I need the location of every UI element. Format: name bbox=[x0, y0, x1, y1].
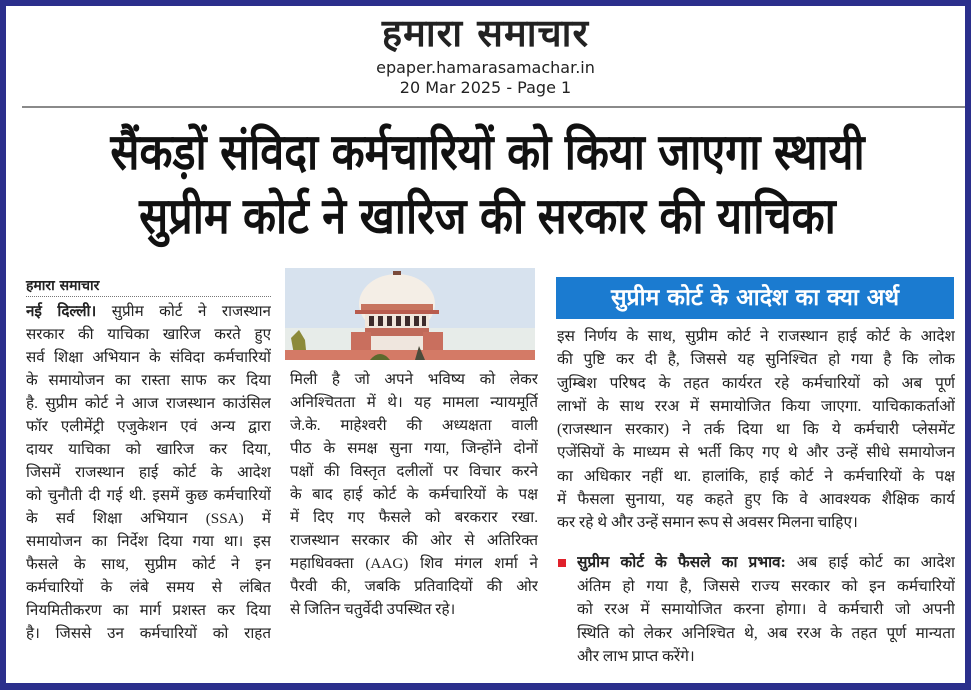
text-line: (राजस्थान सरकार) ने तर्क दिया था कि ये कर्मचारी प्लेसमेंट bbox=[557, 421, 955, 439]
text-line: पक्षों की विस्तृत दलीलों पर विचार करने bbox=[290, 463, 538, 480]
text-line: को चुनौती दी गई थी. इसमें कुछ कर्मचारियों bbox=[26, 487, 271, 504]
supreme-court-building-icon bbox=[285, 268, 535, 360]
text-line: कर्मचारियों के लंबे समय से लंबित bbox=[26, 579, 271, 596]
supreme-court-photo bbox=[285, 268, 535, 360]
text-line: अंतिम हो गया है, जिससे राज्य सरकार को इन कर्मचारियों bbox=[577, 577, 955, 595]
text-line: के समायोजन का रास्ता साफ कर दिया bbox=[26, 372, 271, 389]
text-line: और लाभ प्राप्त करेंगे। bbox=[577, 648, 695, 666]
byline: हमारा समाचार bbox=[26, 277, 271, 297]
text-line: का अधिकार नहीं था. हालांकि, हाई कोर्ट ने कर्मचारियों के पक्ष bbox=[557, 467, 955, 485]
text-line: मिली है जो अपने भविष्य को लेकर bbox=[290, 371, 538, 388]
text-line: की पुष्टि कर दी है, जिससे यह सुनिश्चित हो गया है कि लोक bbox=[557, 351, 955, 369]
text-line: फॉर एलीमेंट्री एजुकेशन एवं अन्य द्वारा bbox=[26, 418, 271, 435]
text-line: एजेंसियों के माध्यम से भर्ती किए गए थे और उन्हें सीधे समायोजन bbox=[557, 444, 955, 462]
text-line: से जितिन चतुर्वेदी उपस्थित रहे। bbox=[290, 601, 456, 618]
masthead-divider bbox=[22, 106, 965, 108]
text-line: पीठ के समक्ष सुना गया, जिन्होंने दोनों bbox=[290, 440, 538, 457]
newspaper-brand: हमारा समाचार bbox=[381, 11, 590, 55]
text-line: में फैसला सुनाया, यह कहते हुए कि वे आवश्यक शैक्षिक कार्य bbox=[557, 491, 955, 509]
text-line: राजस्थान सरकार की ओर से अतिरिक्त bbox=[290, 532, 538, 549]
text-line: नियमितीकरण का मार्ग प्रशस्त कर दिया bbox=[26, 602, 271, 619]
text-line: के बाद हाई कोर्ट के कर्मचारियों के पक्ष bbox=[290, 486, 538, 503]
text-line: स्थिति को लेकर अनिश्चित थे, अब ररअ के तहत पूर्ण मान्यता bbox=[577, 624, 955, 642]
text-line: सर्व शिक्षा अभियान के संविदा कर्मचारियों bbox=[26, 349, 271, 366]
article-column-2 bbox=[290, 368, 538, 621]
headline bbox=[20, 120, 955, 248]
article-column-1 bbox=[26, 300, 271, 645]
text-line: सरकार की याचिका खारिज करते हुए bbox=[26, 326, 271, 343]
text-line: लाभों के साथ ररअ में समायोजित किया जाएगा. याचिकाकर्ताओं bbox=[557, 397, 955, 415]
text-line: है. सुप्रीम कोर्ट ने आज राजस्थान काउंसिल bbox=[26, 395, 271, 412]
sidebox-body bbox=[557, 325, 955, 535]
text-line: में दिए गए फैसले को बरकरार रखा. bbox=[290, 509, 538, 526]
text-line: फैसले के साथ, सुप्रीम कोर्ट ने इन bbox=[26, 556, 271, 573]
text-line: समायोजन का निर्देश दिया गया था। इस bbox=[26, 533, 271, 550]
text-line: पैरवी की, जबकि प्रतिवादियों की ओर bbox=[290, 578, 538, 595]
text-line: अब हाई कोर्ट का आदेश bbox=[785, 554, 955, 571]
edition-date: 20 Mar 2025 - Page 1 bbox=[399, 78, 572, 97]
bullet-square-icon bbox=[558, 559, 566, 567]
text-line: महाधिवक्ता (AAG) शिव मंगल शर्मा ने bbox=[290, 555, 538, 572]
headline-line-2: सुप्रीम कोर्ट ने खारिज की सरकार की याचिका bbox=[139, 187, 836, 245]
text-line: कर रहे थे और उन्हें समान रूप से अवसर मिलना चाहिए। bbox=[557, 514, 858, 532]
sidebox-title: सुप्रीम कोर्ट के आदेश का क्या अर्थ bbox=[556, 277, 954, 319]
text-line: सुप्रीम कोर्ट ने राजस्थान bbox=[96, 303, 271, 320]
text-line: के सर्व शिक्षा अभियान (SSA) में bbox=[26, 510, 271, 527]
text-line: अनिश्चितता में थे। यह मामला न्यायमूर्ति bbox=[290, 394, 538, 411]
text-line: को ररअ में समायोजित करना होगा। वे कर्मचारी जो अपनी bbox=[577, 601, 955, 619]
headline-line-1: सैंकड़ों संविदा कर्मचारियों को किया जाएगा स्थायी bbox=[110, 123, 865, 181]
masthead bbox=[6, 6, 965, 106]
text-line: दायर याचिका को खारिज कर दिया, bbox=[26, 441, 271, 458]
bullet-lead: सुप्रीम कोर्ट के फैसले का प्रभाव: bbox=[577, 554, 786, 571]
site-url[interactable]: epaper.hamarasamachar.in bbox=[376, 58, 595, 77]
text-line: जिसमें राजस्थान हाई कोर्ट के आदेश bbox=[26, 464, 271, 481]
text-line: इस निर्णय के साथ, सुप्रीम कोर्ट ने राजस्थान हाई कोर्ट के आदेश bbox=[557, 328, 955, 345]
text-line: है। जिससे उन कर्मचारियों को राहत bbox=[26, 625, 271, 642]
text-line: जे.के. माहेश्वरी की अध्यक्षता वाली bbox=[290, 417, 538, 434]
text-line: जुम्बिश परिषद के तहत कार्यरत रहे कर्मचारियों को अब पूर्ण bbox=[557, 374, 955, 392]
dateline: नई दिल्ली। bbox=[26, 303, 97, 320]
newspaper-page bbox=[6, 6, 965, 683]
